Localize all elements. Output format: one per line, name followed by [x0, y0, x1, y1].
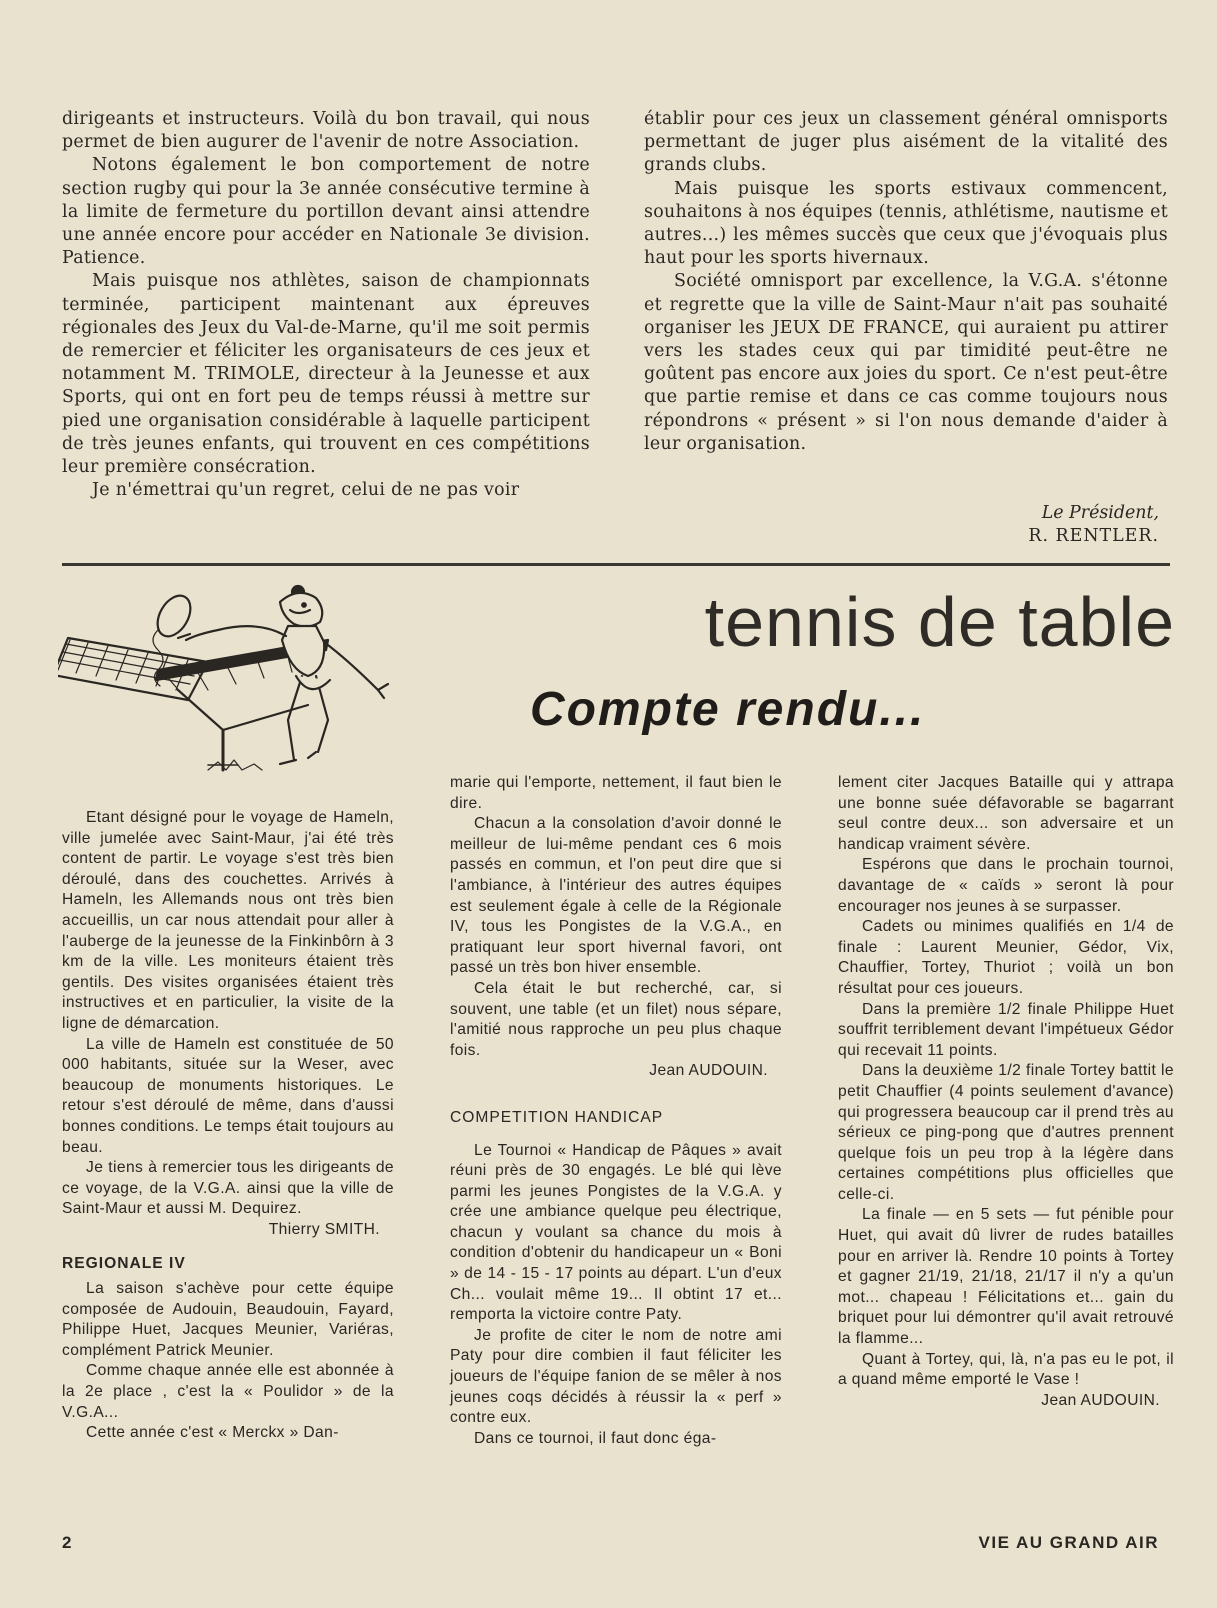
paragraph: Comme chaque année elle est abonnée à la 2e place , c'est la « Poulidor » de la V.G.A...	[62, 1362, 394, 1421]
paragraph: marie qui l'emporte, nettement, il faut bien le dire.	[450, 774, 782, 812]
paragraph: Cela était le but recherché, car, si souvent, une table (et un filet) nous sépare, l'amitié nous rapproche un peu plus chaque fois.	[450, 979, 782, 1059]
paragraph: Cette année c'est « Merckx » Dan-	[86, 1424, 339, 1442]
col2-author: Jean AUDOUIN.	[649, 1062, 768, 1080]
paragraph: Je n'émettrai qu'un regret, celui de ne pas voir	[92, 480, 520, 501]
paragraph: Je profite de citer le nom de notre ami Paty pour dire combien il faut féliciter les joueurs de l'équipe fanion de se mêler à nos jeunes coqs décidés à réussir la « perf » contre eux.	[450, 1326, 782, 1427]
col3-paragraphs	[838, 773, 1174, 1391]
paragraph: La finale — en 5 sets — fut pénible pour Huet, qui avait dû livrer de rudes batailles pour en arriver là. Rendre 10 points à Tortey et gagner 21/19, 21/18, 21/17 il n'y a qu'un mot... chapeau ! Félicitations et... gain du briquet pour lui démontrer qu'il avait retrouvé la flamme...	[838, 1206, 1174, 1348]
paragraph: Chacun a la consolation d'avoir donné le meilleur de lui-même pendant ces 6 mois passés en commun, et l'on peut dire que si l'ambiance, à l'intérieur des autres équipes est seulement égale à celle de la Régionale IV, tous les Pongistes de la V.G.A., en pratiquant leur sport hivernal favori, ont passé un très bon hiver ensemble.	[450, 815, 782, 977]
paragraph: Cadets ou minimes qualifiés en 1/4 de finale : Laurent Meunier, Gédor, Vix, Chauffier, Tortey, Thuriot ; voilà un bon résultat pour ces joueurs.	[838, 918, 1174, 997]
col1-paragraphs2	[62, 1279, 394, 1444]
paragraph: Notons également le bon comportement de notre section rugby qui pour la 3e année consécutive termine à la limite de fermeture du portillon devant ainsi attendre une année encore pour accéder en Nationale 3e division. Patience.	[62, 155, 590, 269]
col1-paragraphs	[62, 808, 394, 1220]
paragraph: Je tiens à remercier tous les dirigeants de ce voyage, de la V.G.A. ainsi que la ville de Saint-Maur et aussi M. Dequirez.	[62, 1159, 394, 1218]
section-divider	[62, 563, 1170, 566]
page-number: 2	[62, 1533, 72, 1552]
col1-author: Thierry SMITH.	[268, 1220, 380, 1238]
col3-author: Jean AUDOUIN.	[1041, 1391, 1160, 1409]
report-column-2	[450, 773, 782, 1449]
top-article-left-column	[62, 108, 590, 502]
paragraph: Espérons que dans le prochain tournoi, davantage de « caïds » seront là pour encourager nos jeunes à se surpasser.	[838, 856, 1174, 915]
signature-title: Le Président,	[1041, 503, 1159, 523]
signature-name: R. RENTLER.	[1028, 526, 1159, 546]
col2-paragraphs	[450, 773, 782, 1061]
top-article-right-column	[644, 108, 1168, 456]
paragraph: La ville de Hameln est constituée de 50 000 habitants, située sur la Weser, avec beaucoup de monuments historiques. Le retour s'est déroulé de même, dans d'aussi bonnes conditions. Le temps était toujours au beau.	[62, 1035, 394, 1156]
paragraph: Mais puisque nos athlètes, saison de championnats terminée, participent maintenant aux épreuves régionales des Jeux du Val-de-Marne, qu'il me soit permis de remercier et féliciter les organisateurs de ces jeux et notamment M. TRIMOLE, directeur à la Jeunesse et aux Sports, qui ont en fort peu de temps réussi à mettre sur pied une organisation considérable à laquelle participent de très jeunes enfants, qui trouvent en ces compétitions leur première consécration.	[62, 271, 590, 478]
paragraph: Société omnisport par excellence, la V.G.A. s'étonne et regrette que la ville de Saint-Maur n'ait pas souhaité organiser les JEUX DE FRANCE, qui auraient pu attirer vers les stades ceux qui par timidité peut-être ne goûtent pas encore aux joies du sport. Ce n'est peut-être que partie remise et dans ce cas comme toujours nous répondrons « présent » si l'on nous demande d'aider à leur organisation.	[644, 271, 1168, 454]
report-column-3	[838, 773, 1174, 1411]
paragraph: Dans ce tournoi, il faut donc éga-	[474, 1429, 717, 1447]
table-tennis-player-cartoon-icon	[58, 580, 398, 790]
paragraph: Quant à Tortey, qui, là, n'a pas eu le pot, il a quand même emporté le Vase !	[838, 1350, 1174, 1389]
paragraph: Etant désigné pour le voyage de Hameln, ville jumelée avec Saint-Maur, j'ai été très content de partir. Le voyage s'est très bien déroulé, dans des couchettes. Arrivés à Hameln, les Allemands nous ont très bien accueillis, un car nous attendait pour aller à l'auberge de la jeunesse de la Finkinbôrn à 3 km de la ville. Les moniteurs étaient très gentils. Des visites organisées étaient très instructives et en particulier, la visite de la ligne de démarcation.	[62, 809, 394, 1032]
col1-heading: REGIONALE IV	[62, 1255, 186, 1273]
report-column-1	[62, 808, 394, 1444]
section-headline: tennis de table	[704, 583, 1175, 661]
paragraph: Mais puisque les sports estivaux commencent, souhaitons à nos équipes (tennis, athlétisme, nautisme et autres...) les mêmes succès que ceux que j'évoquais plus haut pour les sports hivernaux.	[644, 178, 1168, 269]
paragraph: lement citer Jacques Bataille qui y attrapa une bonne suée défavorable se bagarrant seul contre deux... son adversaire et un handicap vraiment sévère.	[838, 774, 1174, 853]
paragraph: établir pour ces jeux un classement général omnisports permettant de juger plus aisément de la vitalité des grands clubs.	[644, 109, 1168, 176]
paragraph: Le Tournoi « Handicap de Pâques » avait réuni près de 30 engagés. Le blé qui lève parmi les jeunes Pongistes de la V.G.A. y crée une ambiance quelque peu électrique, chacun y voulant sa chance du mois à condition d'obtenir du handicapeur un « Boni » de 14 - 15 - 17 points au départ. L'un d'eux Ch... voulait même 19... Il obtint 17 et... remporta la victoire contre Paty.	[450, 1141, 782, 1324]
signature	[1028, 502, 1159, 548]
paragraph: La saison s'achève pour cette équipe composée de Audouin, Beaudouin, Fayard, Philippe Huet, Jacques Meunier, Variéras, complément Patrick Meunier.	[62, 1280, 394, 1359]
section-subheadline: Compte rendu...	[530, 683, 926, 736]
paragraph: Dans la deuxième 1/2 finale Tortey battit le petit Chauffier (4 points seulement d'avance) qui progressera beaucoup car il prend très au sérieux ce ping-pong que d'autres prennent quelque fois un peu trop à la légère dans certaines compétitions plus officielles que celle-ci.	[838, 1062, 1174, 1203]
col2-paragraphs2	[450, 1141, 782, 1450]
col2-heading: COMPETITION HANDICAP	[450, 1108, 664, 1126]
paragraph: Dans la première 1/2 finale Philippe Huet souffrit terriblement devant l'impétueux Gédor qui recevait 11 points.	[838, 1000, 1174, 1059]
magazine-name: VIE AU GRAND AIR	[978, 1533, 1159, 1552]
paragraph: dirigeants et instructeurs. Voilà du bon travail, qui nous permet de bien augurer de l'avenir de notre Association.	[62, 109, 590, 153]
